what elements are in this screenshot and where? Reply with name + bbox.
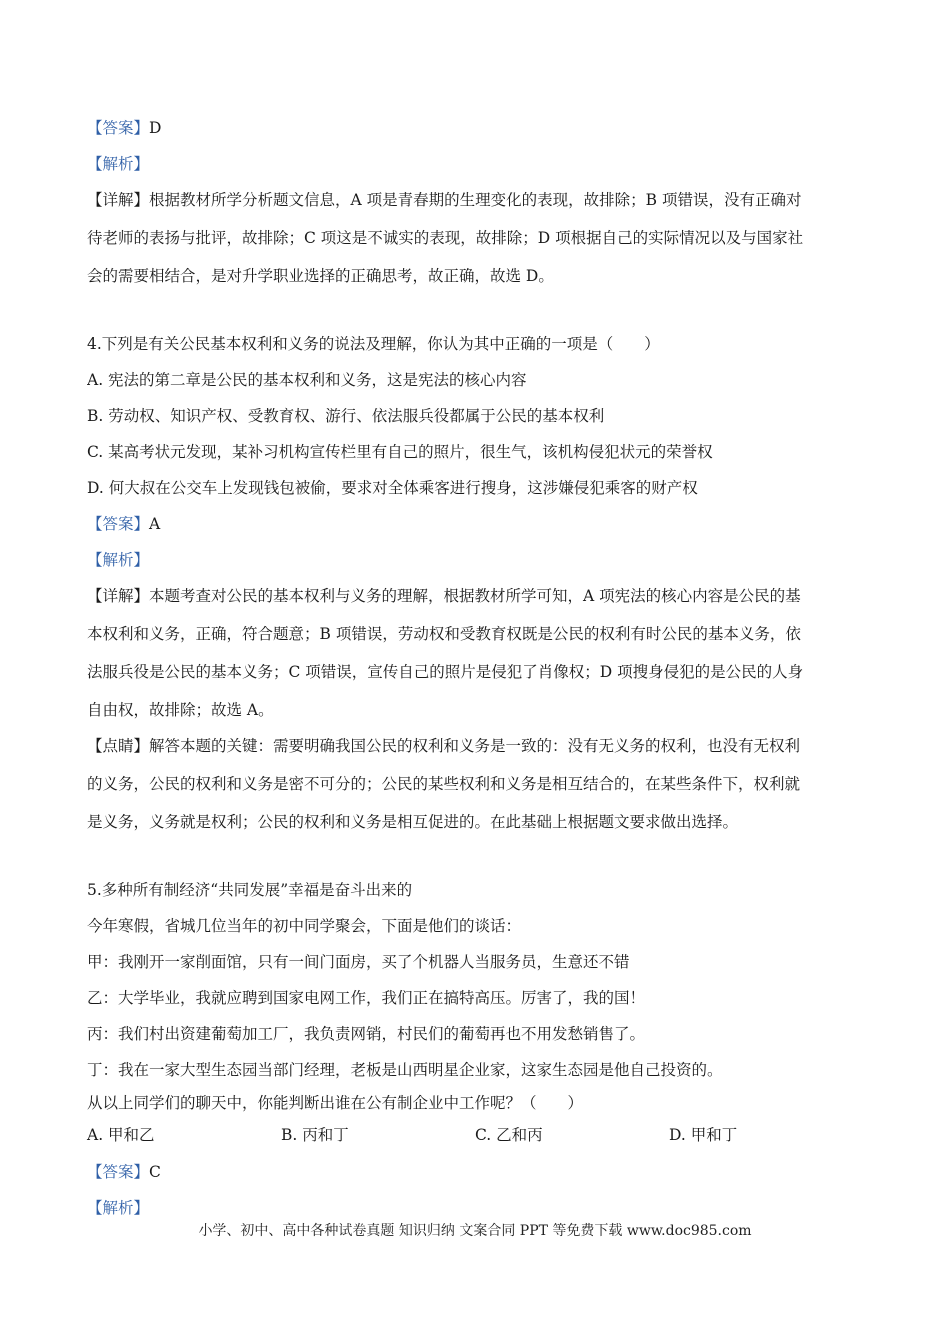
q5-answer <box>87 1162 877 1182</box>
answer-value: D <box>149 119 162 137</box>
q3-analysis <box>87 154 877 174</box>
q5-options <box>87 1125 877 1145</box>
q4-detail-line: 自由权，故排除；故选 A。 <box>87 701 274 719</box>
page-footer: 小学、初中、高中各种试卷真题 知识归纳 文案合同 PPT 等免费下载 www.doc985.com <box>198 1223 752 1239</box>
q5-option-b: B. 丙和丁 <box>281 1126 349 1144</box>
point-tag: 【点睛】 <box>87 737 150 755</box>
q4-answer <box>87 514 877 534</box>
q4-question: 4.下列是有关公民基本权利和义务的说法及理解，你认为其中正确的一项是（ ） <box>87 335 660 353</box>
q3-answer <box>87 118 877 138</box>
answer-value: A <box>149 515 161 533</box>
q5-option-c: C. 乙和丙 <box>475 1126 543 1144</box>
analysis-tag: 【解析】 <box>87 551 150 569</box>
q5-line: 甲：我刚开一家削面馆，只有一间门面房，买了个机器人当服务员，生意还不错 <box>87 953 630 971</box>
q4-detail-line: 本权利和义务，正确，符合题意；B 项错误，劳动权和受教育权既是公民的权利有时公民的基本义务，依 <box>87 625 801 643</box>
q5-line: 乙：大学毕业，我就应聘到国家电网工作，我们正在搞特高压。厉害了，我的国！ <box>87 989 646 1007</box>
q4-analysis <box>87 550 877 570</box>
q4-option-b: B. 劳动权、知识产权、受教育权、游行、依法服兵役都属于公民的基本权利 <box>87 407 605 425</box>
answer-tag: 【答案】 <box>87 119 150 137</box>
analysis-tag: 【解析】 <box>87 1199 150 1217</box>
q5-line: 丙：我们村出资建葡萄加工厂，我负责网销，村民们的葡萄再也不用发愁销售了。 <box>87 1025 646 1043</box>
q3-detail-line: 待老师的表扬与批评，故排除；C 项这是不诚实的表现，故排除；D 项根据自己的实际情况以及与国家社 <box>87 229 804 247</box>
q5-line: 丁：我在一家大型生态园当部门经理，老板是山西明星企业家，这家生态园是他自己投资的。 <box>87 1061 723 1079</box>
answer-tag: 【答案】 <box>87 1163 150 1181</box>
detail-tag: 【详解】 <box>87 191 150 209</box>
q4-option-c: C. 某高考状元发现，某补习机构宣传栏里有自己的照片，很生气，该机构侵犯状元的荣誉权 <box>87 443 713 461</box>
q5-line: 今年寒假，省城几位当年的初中同学聚会，下面是他们的谈话： <box>87 917 522 935</box>
q4-point-line: 是义务，义务就是权利；公民的权利和义务是相互促进的。在此基础上根据题文要求做出选择。 <box>87 813 739 831</box>
q4-option-d: D. 何大叔在公交车上发现钱包被偷，要求对全体乘客进行搜身，这涉嫌侵犯乘客的财产权 <box>87 479 698 497</box>
q5-analysis <box>87 1198 877 1218</box>
q3-detail-line: 会的需要相结合，是对升学职业选择的正确思考，故正确，故选 D。 <box>87 267 554 285</box>
analysis-tag: 【解析】 <box>87 155 150 173</box>
q5-option-a: A. 甲和乙 <box>87 1126 155 1144</box>
q4-detail-line: 【详解】本题考查对公民的基本权利与义务的理解，根据教材所学可知，A 项宪法的核心内容是公民的基 <box>87 587 801 605</box>
q5-title: 5.多种所有制经济“共同发展”幸福是奋斗出来的 <box>87 881 413 899</box>
answer-tag: 【答案】 <box>87 515 150 533</box>
q3-detail-line: 【详解】根据教材所学分析题文信息，A 项是青春期的生理变化的表现，故排除；B 项错误，没有正确对 <box>87 191 802 209</box>
answer-value: C <box>149 1163 161 1181</box>
q5-line: 从以上同学们的聊天中，你能判断出谁在公有制企业中工作呢？（ ） <box>87 1094 584 1112</box>
q5-option-d: D. 甲和丁 <box>669 1126 738 1144</box>
detail-tag: 【详解】 <box>87 587 150 605</box>
q4-detail-line: 法服兵役是公民的基本义务；C 项错误，宣传自己的照片是侵犯了肖像权；D 项搜身侵犯的是公民的人身 <box>87 663 804 681</box>
q4-point-line: 【点睛】解答本题的关键：需要明确我国公民的权利和义务是一致的：没有无义务的权利，也没有无权利 <box>87 737 801 755</box>
q4-option-a: A. 宪法的第二章是公民的基本权利和义务，这是宪法的核心内容 <box>87 371 527 389</box>
q4-point-line: 的义务，公民的权利和义务是密不可分的；公民的某些权利和义务是相互结合的，在某些条件下，权利就 <box>87 775 801 793</box>
